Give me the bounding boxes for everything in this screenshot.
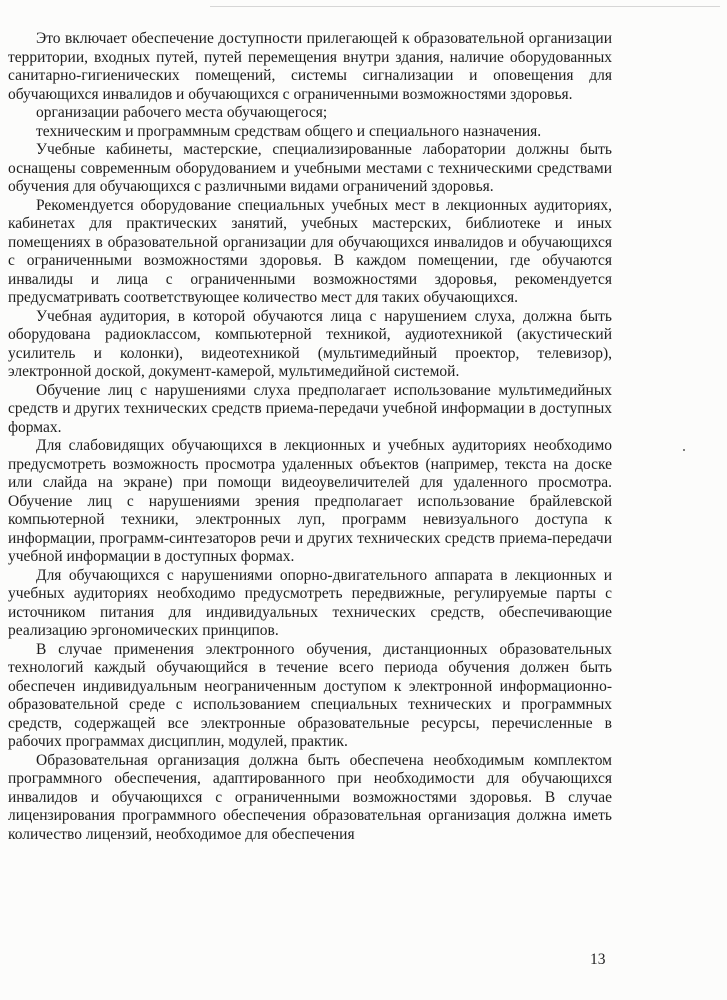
paragraph: Для обучающихся с нарушениями опорно-двигательного аппарата в лекционных и учебных аудиториях необходимо предусмотреть передвижные, регулируемые парты с источником питания для индивидуальных технических средств, обеспечивающие реализацию эргономических принципов. bbox=[8, 566, 612, 639]
paragraph: Это включает обеспечение доступности прилегающей к образовательной организации территории, входных путей, путей перемещения внутри здания, наличие оборудованных санитарно-гигиенических помещений, системы сигнализации и оповещения для обучающихся инвалидов и обучающихся с ограниченными возможностями здоровья. bbox=[8, 30, 612, 103]
paragraph: Рекомендуется оборудование специальных учебных мест в лекционных аудиториях, кабинетах для практических занятий, учебных мастерских, библиотеке и иных помещениях в образовательной организации для обучающихся инвалидов и обучающихся с ограниченными возможностями здоровья. В каждом помещении, где обучаются инвалиды и лица с ограниченными возможностями здоровья, рекомендуется предусматривать соответствующее количество мест для таких обучающихся. bbox=[8, 196, 612, 306]
paragraph: Образовательная организация должна быть обеспечена необходимым комплектом программного обеспечения, адаптированного при необходимости для обучающихся инвалидов и обучающихся с ограниченными возможностями здоровья. В случае лицензирования программного обеспечения образовательная организация должна иметь количество лицензий, необходимое для обеспечения bbox=[8, 751, 612, 843]
paragraph: Для слабовидящих обучающихся в лекционных и учебных аудиториях необходимо предусмотреть возможность просмотра удаленных объектов (например, текста на доске или слайда на экране) при помощи видеоувеличителей для удаленного просмотра. Обучение лиц с нарушениями зрения предполагает использование брайлевской компьютерной техники, электронных луп, программ невизуального доступа к информации, программ-синтезаторов речи и других технических средств приема-передачи учебной информации в доступных формах. bbox=[8, 437, 612, 565]
paragraph: Обучение лиц с нарушениями слуха предполагает использование мультимедийных средств и других технических средств приема-передачи учебной информации в доступных формах. bbox=[8, 381, 612, 436]
scan-speck bbox=[683, 449, 685, 451]
page-number: 13 bbox=[590, 951, 606, 968]
paragraph: организации рабочего места обучающегося; bbox=[36, 104, 328, 121]
body-text bbox=[8, 30, 612, 844]
paragraph: техническим и программным средствам общего и специального назначения. bbox=[36, 122, 542, 140]
paragraph: В случае применения электронного обучения, дистанционных образовательных технологий каждый обучающийся в течение всего периода обучения должен быть обеспечен индивидуальным неограниченным доступом к электронной информационно-образовательной среде с использованием специальных технических и программных средств, содержащей все электронные образовательные ресурсы, перечисленные в рабочих программах дисциплин, модулей, практик. bbox=[8, 640, 612, 750]
paragraph: Учебная аудитория, в которой обучаются лица с нарушением слуха, должна быть оборудована радиоклассом, компьютерной техникой, аудиотехникой (акустический усилитель и колонки), видеотехникой (мультимедийный проектор, телевизор), электронной доской, документ-камерой, мультимедийной системой. bbox=[8, 307, 612, 380]
scan-edge-line bbox=[210, 6, 720, 7]
paragraph: Учебные кабинеты, мастерские, специализированные лаборатории должны быть оснащены современным оборудованием и учебными местами с техническими средствами обучения для обучающихся с различными видами ограничений здоровья. bbox=[8, 141, 612, 195]
